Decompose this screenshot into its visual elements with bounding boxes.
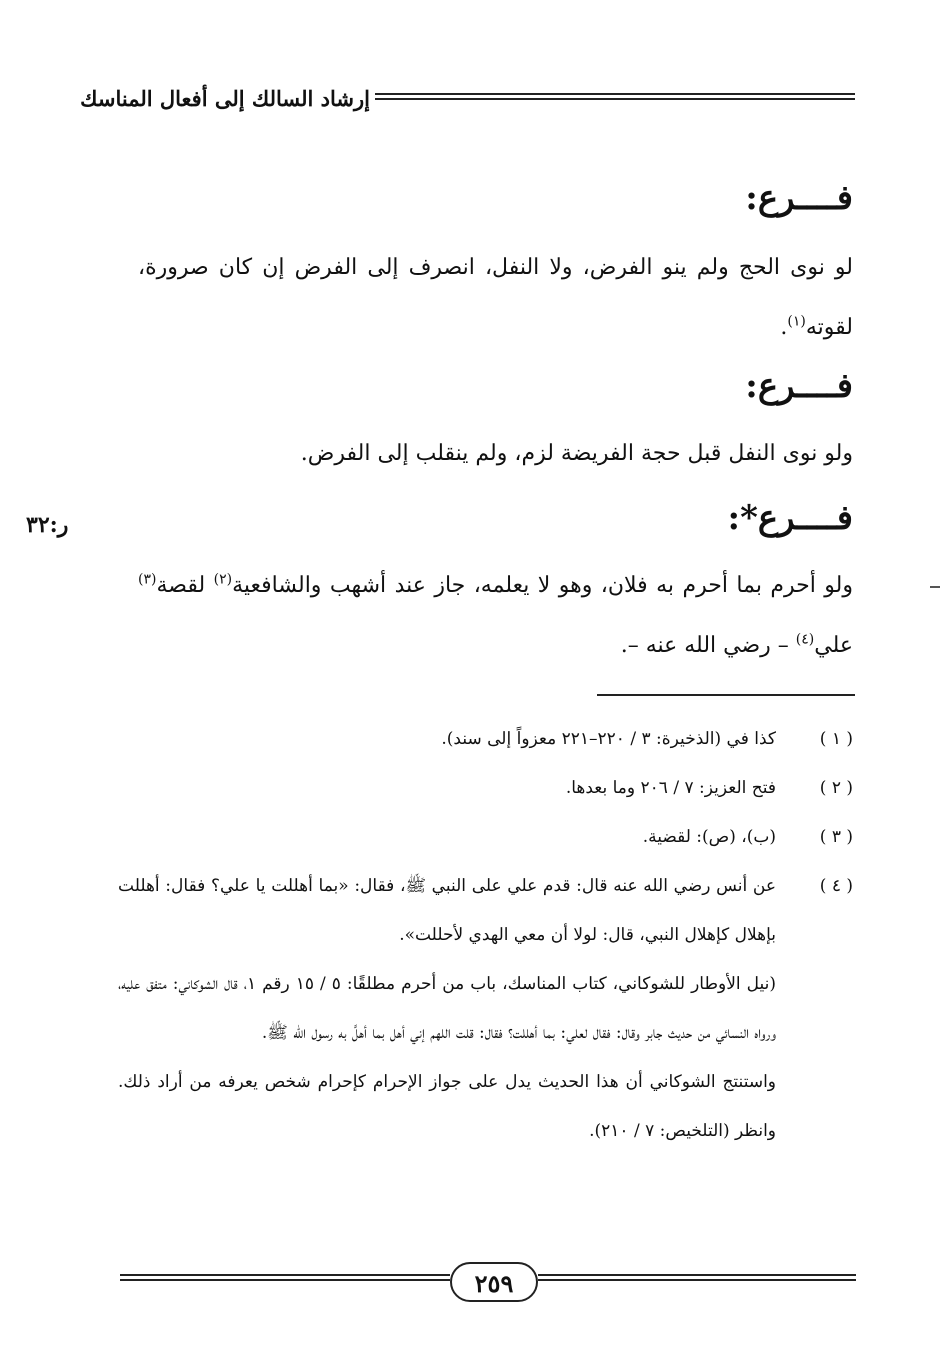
paragraph-text: لقصة	[156, 573, 214, 598]
paragraph-text: ولو نوى النفل قبل حجة الفريضة لزم، ولم ينقلب إلى الفرض.	[300, 441, 853, 466]
paragraph-text: علي	[814, 633, 853, 658]
running-header-title: إرشاد السالك إلى أفعال المناسك	[80, 86, 370, 111]
footnote-text: واستنتج الشوكاني أن هذا الحديث يدل على جواز الإحرام كإحرام شخص يعرفه من أراد ذلك. وانظر (التلخيص: ٧ / ٢١٠).	[118, 1072, 776, 1141]
footnote-number: ( ٤ )	[819, 876, 853, 896]
header-double-rule	[375, 93, 855, 103]
footnote-separator	[597, 694, 855, 696]
footnote	[118, 715, 853, 764]
margin-reference: ر:٣٢	[26, 512, 69, 538]
footnote	[118, 764, 853, 813]
footnote-text: فتح العزيز: ٧ / ٢٠٦ وما بعدها.	[565, 778, 776, 798]
edge-mark	[930, 586, 940, 588]
paragraph-text: ولو أحرم بما أحرم به فلان، وهو لا يعلمه، جاز عند أشهب والشافعية	[232, 573, 853, 598]
bottom-rule-left	[120, 1274, 450, 1284]
footnote	[118, 862, 853, 1156]
footnote-number: ( ٣ )	[819, 827, 853, 847]
section-paragraph	[138, 556, 853, 676]
section-heading: فــــرع:	[745, 178, 853, 218]
section-heading: فــــرع:	[745, 366, 853, 406]
footnote-text: (ب)، (ص): لقضية.	[642, 827, 776, 847]
footnote-text: كذا في (الذخيرة: ٣ / ٢٢٠–٢٢١ معزواً إلى سند).	[441, 729, 776, 749]
footnote	[118, 813, 853, 862]
footnote-text: عن أنس رضي الله عنه قال: قدم علي على النبي ﷺ، فقال: «بما أهللت يا علي؟ فقال: أهللت بإهلال كإهلال النبي، قال: لولا أن معي الهدي لأحللت».	[118, 876, 776, 945]
footnote-ref: (٤)	[795, 631, 815, 648]
section-paragraph	[138, 424, 853, 484]
paragraph-text: لو نوى الحج ولم ينو الفرض، ولا النفل، انصرف إلى الفرض إن كان صرورة، لقوته	[138, 255, 853, 340]
section-paragraph	[138, 238, 853, 358]
footnote-ref: (٣)	[138, 571, 157, 588]
footnote-text: (نيل الأوطار للشوكاني، كتاب المناسك، باب من أحرم مطلقًا: ٥ / ١٥ رقم ١، قال الشوكاني: متفق عليه، ورواه النسائي من حديث جابر وقال: فقال لعلي: بما أهللت؟ فقال: قلت اللهم إني أهل بما أهلَّ به رسول الله ﷺ.	[118, 974, 776, 1043]
footnote-ref: (٢)	[213, 571, 233, 588]
paragraph-tail: .	[780, 315, 788, 340]
page-number: ٢٥٩	[450, 1262, 538, 1302]
footnote-number: ( ٢ )	[819, 778, 853, 798]
section-heading: فــــرع*:	[727, 498, 853, 538]
paragraph-text: – رضي الله عنه –.	[620, 633, 796, 658]
bottom-rule-right	[538, 1274, 856, 1284]
footnote-number: ( ١ )	[819, 729, 853, 749]
footnote-ref: (١)	[787, 313, 806, 330]
